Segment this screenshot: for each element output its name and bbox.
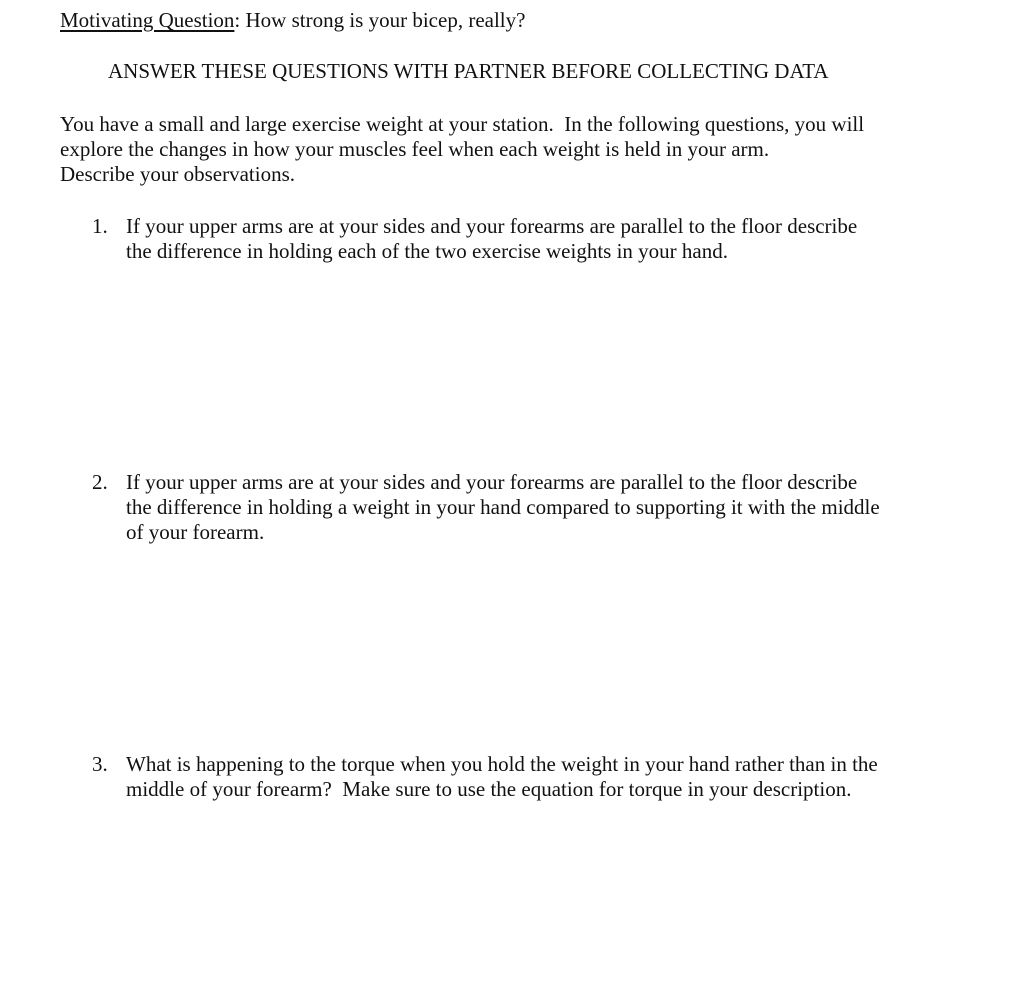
intro-line: You have a small and large exercise weight at your station. In the following questions, you will <box>60 112 865 136</box>
motivating-question-text: How strong is your bicep, really? <box>240 8 526 32</box>
intro-paragraph <box>60 112 940 187</box>
intro-line: explore the changes in how your muscles feel when each weight is held in your arm. <box>60 137 770 161</box>
question-number: 2. <box>92 470 108 494</box>
question-number: 1. <box>92 214 108 238</box>
partner-instruction-heading: ANSWER THESE QUESTIONS WITH PARTNER BEFORE COLLECTING DATA <box>108 59 829 83</box>
question-line: the difference in holding each of the two exercise weights in your hand. <box>126 239 728 263</box>
question-line: What is happening to the torque when you hold the weight in your hand rather than in the <box>126 752 878 776</box>
question-line: the difference in holding a weight in your hand compared to supporting it with the middle <box>126 495 880 519</box>
question-text <box>126 214 946 264</box>
question-line: middle of your forearm? Make sure to use the equation for torque in your description. <box>126 777 852 801</box>
question-line: of your forearm. <box>126 520 265 544</box>
question-number: 3. <box>92 752 108 776</box>
intro-line: Describe your observations. <box>60 162 296 186</box>
motivating-question-label: Motivating Question <box>60 8 235 32</box>
question-text <box>126 752 946 802</box>
motivating-question <box>60 8 525 33</box>
question-text <box>126 470 946 545</box>
question-line: If your upper arms are at your sides and your forearms are parallel to the floor describe <box>126 214 858 238</box>
motivating-question-separator: : <box>234 8 241 32</box>
question-line: If your upper arms are at your sides and your forearms are parallel to the floor describe <box>126 470 858 494</box>
